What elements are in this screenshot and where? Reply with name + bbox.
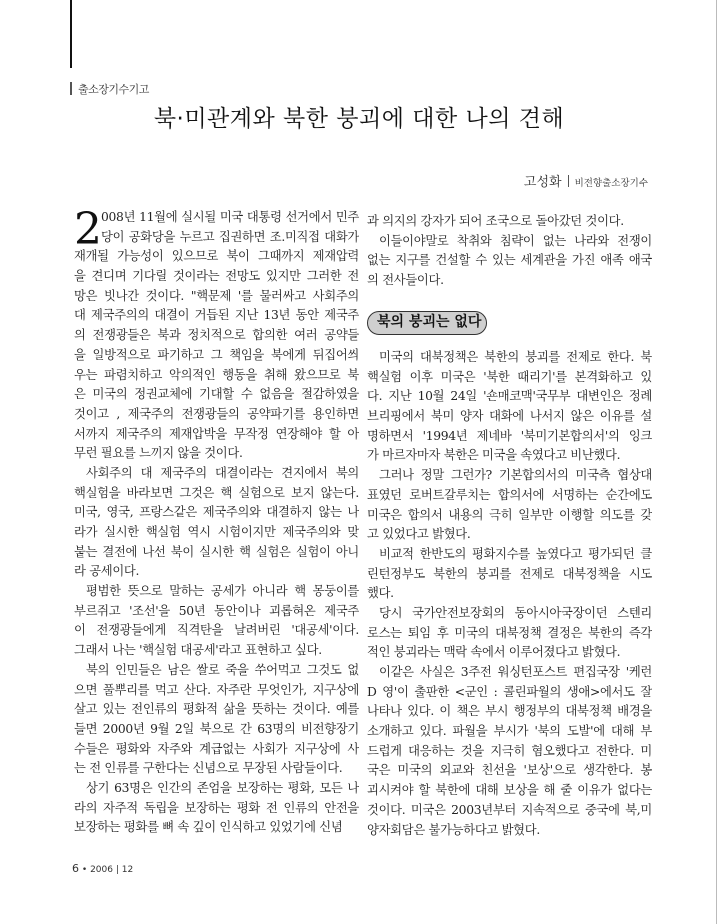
text-line: 의 전쟁광들은 북과 정치적으로 합의한 여러 공약들: [74, 328, 359, 343]
text-line: 없는 지구를 건설할 수 있는 세계관을 가진 애족 애국: [367, 253, 652, 268]
text-line: 라 공세이다.: [74, 564, 140, 579]
text-line: 핵실험을 바라보면 그것은 핵 실험으로 보지 않는다.: [74, 485, 359, 500]
paragraph: [367, 348, 652, 466]
text-line: 라의 자주적 독립을 보장하는 평화 전 인류의 안전을: [74, 800, 359, 815]
text-line: 사회주의 대 제국주의 대결이라는 견지에서 북의: [86, 465, 359, 480]
text-line: 수들은 평화와 자주와 계급없는 사회가 지구상에 사: [74, 741, 359, 756]
paragraph: [367, 545, 652, 604]
text-line: 국은 미국의 외교와 친선을 '보상'으로 생각한다. 봉: [367, 763, 652, 778]
text-line: 무런 필요를 느끼지 않을 것이다.: [74, 446, 243, 461]
text-line: 평범한 뜻으로 말하는 공세가 아니라 핵 몽둥이를: [86, 584, 359, 599]
text-line: 당이 공화당을 누르고 집권하면 조.미직접 대화가: [101, 229, 359, 244]
text-line: 소개하고 있다. 파월을 부시가 '북의 도발'에 대해 부: [367, 724, 652, 739]
text-line: 다. 지난 10월 24일 '숀매코맥'국무부 대변인은 정례: [367, 389, 652, 404]
text-line: 나타나 있다. 이 책은 부시 행정부의 대북정책 배경을: [367, 704, 652, 719]
text-line: 이같은 사실은 3주전 워싱턴포스트 편집국장 '케런: [379, 665, 652, 679]
article-title: 북·미관계와 북한 붕괴에 대한 나의 견해: [153, 106, 565, 132]
page-border: [716, 0, 717, 924]
paragraph: [74, 661, 359, 779]
text-line: 붙는 결전에 나선 북이 실시한 핵 실험은 실험이 아니: [74, 544, 359, 559]
footer-bullet: •: [81, 865, 88, 875]
drop-cap: 2: [74, 204, 102, 255]
paragraph: [74, 464, 359, 582]
text-line: 것이고 , 제국주의 전쟁광들의 공약파기를 용인하면: [74, 406, 359, 421]
text-line: 을 견디며 기다릴 것이라는 전망도 있지만 그러한 전: [74, 269, 359, 284]
author-role: 비전향출소장기수: [574, 178, 648, 189]
issue-date: 2006 | 12: [90, 865, 134, 875]
subheading: 북의 붕괴는 없다: [367, 311, 487, 335]
page-number: 6: [72, 862, 79, 875]
paragraph: [367, 604, 652, 663]
paragraph: [74, 582, 359, 661]
text-line: 고 있었다고 밝혔다.: [367, 527, 471, 542]
section-label: 출소장기수기고: [78, 83, 149, 96]
text-line: 라가 실시한 핵실험 역시 시험이지만 제국주의와 맞: [74, 525, 359, 539]
text-line: 부르쥐고 '조선'을 50년 동안이나 괴롭혀온 제국주: [74, 603, 359, 618]
right-column-top: [367, 212, 652, 291]
paragraph: [367, 212, 652, 232]
author-name: 고성화: [523, 175, 562, 190]
text-line: 드럽게 대응하는 것을 지극히 혐오했다고 전한다. 미: [367, 743, 652, 758]
text-line: 북의 인민들은 남은 쌀로 죽을 쑤어먹고 그것도 없: [86, 662, 359, 677]
text-line: 을 일방적으로 파기하고 그 책임을 북에게 뒤집어씌: [74, 347, 359, 362]
text-line: 비교적 한반도의 평화지수를 높였다고 평가되던 클: [379, 546, 652, 561]
text-line: 망은 빗나간 것이다. "핵문제 '를 물러싸고 사회주의: [74, 288, 359, 303]
text-line: 표였던 로버트갈루치는 합의서에 서명하는 순간에도: [367, 487, 652, 502]
text-line: 과 의지의 강자가 되어 조국으로 돌아갔던 것이다.: [367, 214, 624, 228]
paragraph: [367, 466, 652, 545]
text-line: 미국은 합의서 내용의 극히 일부만 이행할 의도를 갖: [367, 507, 652, 522]
text-line: 이들이야말로 착취와 침략이 없는 나라와 전쟁이: [379, 233, 652, 248]
paragraph: [367, 232, 652, 291]
text-line: 우는 파렴치하고 악의적인 행동을 취해 왔으므로 북: [74, 367, 359, 382]
text-line: 그래서 나는 '핵실험 대공세'라고 표현하고 싶다.: [74, 643, 322, 658]
text-line: 으면 풀뿌리를 먹고 산다. 자주란 무엇인가, 지구상에: [74, 682, 359, 697]
text-line: 상기 63명은 인간의 존엄을 보장하는 평화, 모든 나: [86, 780, 359, 795]
text-line: 양자회담은 불가능하다고 밝혔다.: [367, 822, 540, 837]
right-column-bottom: [367, 348, 652, 840]
text-line: 그러나 정말 그런가? 기본합의서의 미국측 협상대: [379, 468, 652, 483]
text-line: 적인 붕괴라는 맥락 속에서 이루어졌다고 밝혔다.: [367, 645, 621, 660]
text-line: 핵실험 이후 미국은 '북한 때리기'를 본격화하고 있: [367, 369, 652, 384]
text-line: 들면 2000년 9월 2일 북으로 간 63명의 비전향장기: [74, 721, 359, 736]
left-column: [74, 204, 359, 838]
text-line: 로스는 퇴임 후 미국의 대북정책 결정은 북한의 즉각: [367, 625, 652, 640]
text-line: 008년 11월에 실시될 미국 대통령 선거에서 민주: [101, 210, 359, 224]
text-line: 의 전사들이다.: [367, 273, 444, 288]
text-line: 린턴정부도 북한의 붕괴를 전제로 대북정책을 시도: [367, 566, 652, 581]
top-rule: [70, 0, 72, 68]
byline-divider: [568, 175, 569, 187]
paragraph: [74, 779, 359, 838]
text-line: 는 전 인류를 구한다는 신념으로 무장된 사람들이다.: [74, 761, 343, 776]
paragraph: [74, 204, 359, 464]
text-line: 이 전쟁광들에게 직격탄을 날려버린 '대공세'이다.: [74, 623, 359, 638]
text-line: 했다.: [367, 586, 394, 601]
section-marker: [70, 82, 72, 95]
text-line: 보장하는 평화를 뼈 속 깊이 인식하고 있었기에 신념: [74, 820, 343, 835]
text-line: 미국의 대북정책은 북한의 붕괴를 전제로 한다. 북: [379, 350, 652, 364]
text-line: 미국, 영국, 프랑스같은 제국주의와 대결하지 않는 나: [74, 505, 359, 520]
text-line: 은 미국의 정권교체에 기대할 수 없음을 절감하였을: [74, 387, 359, 402]
text-line: D 영'이 출판한 <군인 : 콜린파월의 생애>에서도 잘: [367, 684, 652, 699]
text-line: 가 마르자마자 북한은 미국을 속였다고 비난했다.: [367, 448, 621, 463]
text-line: 것이다. 미국은 2003년부터 지속적으로 중국에 북,미: [367, 802, 652, 817]
text-line: 살고 있는 전인류의 평화적 삶을 뜻하는 것이다. 예를: [74, 702, 359, 717]
text-line: 브리핑에서 북미 양자 대화에 나서지 않은 이유를 설: [367, 409, 652, 424]
paragraph: [367, 663, 652, 840]
text-line: 대 제국주의의 대결이 거듭된 지난 13년 동안 제국주: [74, 308, 359, 323]
text-line: 당시 국가안전보장회의 동아시아국장이던 스텐리: [379, 605, 652, 620]
footer: [72, 862, 133, 875]
text-line: 명하면서 '1994년 제네바 '북미기본합의서'의 잉크: [367, 428, 652, 443]
text-line: 괴시켜야 할 북한에 대해 보상을 해 줄 이유가 없다는: [367, 783, 652, 798]
text-line: 재개될 가능성이 있으므로 북이 그때까지 제재압력: [74, 249, 359, 264]
byline: [524, 171, 648, 190]
text-line: 서까지 제국주의 제재압박을 무작정 연장해야 할 아: [74, 426, 359, 441]
